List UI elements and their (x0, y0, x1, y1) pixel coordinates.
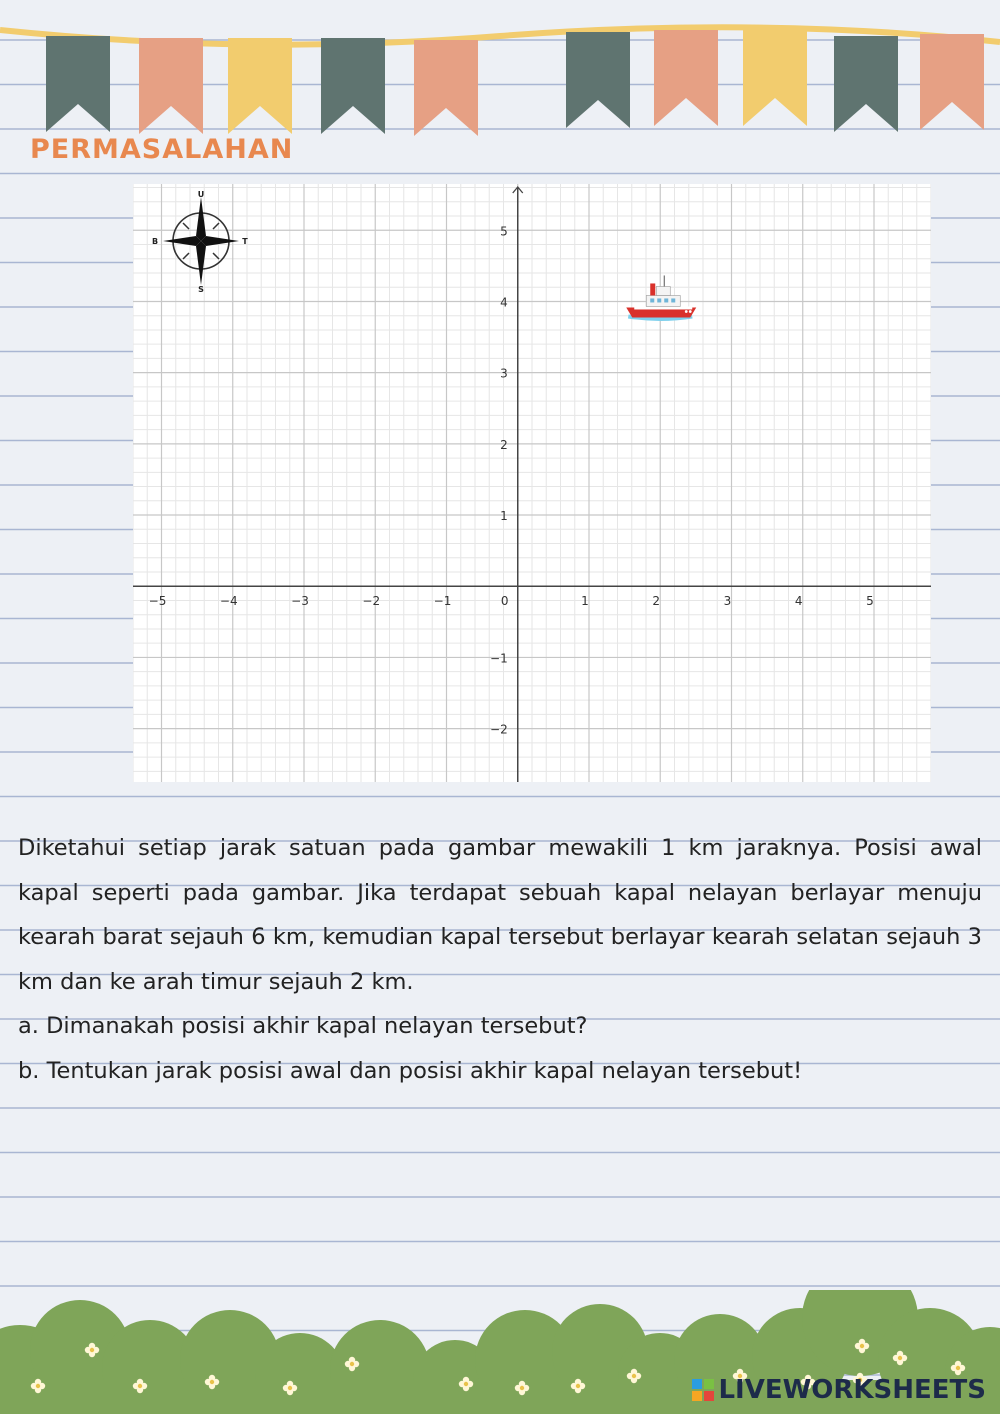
x-tick-label: −3 (291, 594, 309, 609)
x-tick-label: 4 (794, 594, 803, 609)
compass-west-label: B (151, 237, 159, 246)
bunting-flag (414, 40, 478, 136)
bunting-flag (321, 38, 385, 134)
compass-south-label: S (198, 285, 204, 294)
bunting-flag (139, 38, 203, 134)
bunting-flag (834, 36, 898, 132)
x-tick-label: −5 (148, 594, 167, 609)
compass-rose-icon (152, 190, 248, 294)
bunting-flag (743, 30, 807, 126)
question-b: b. Tentukan jarak posisi awal dan posisi akhir kapal nelayan tersebut! (18, 1057, 803, 1084)
minor-grid-lines (133, 184, 931, 782)
bunting-flags (46, 30, 984, 136)
y-tick-label: 4 (500, 295, 508, 310)
bunting-flag (654, 30, 718, 126)
y-tick-label: 3 (500, 366, 508, 381)
bunting-flag (46, 36, 110, 132)
bunting-decoration (0, 0, 1000, 140)
logo-mark-icon (692, 1379, 714, 1401)
coordinate-grid (133, 184, 931, 782)
y-tick-label: −1 (490, 651, 508, 666)
compass-north-label: U (197, 190, 205, 199)
x-tick-label: 0 (500, 594, 509, 609)
y-tick-label: −2 (490, 722, 508, 737)
question-a: a. Dimanakah posisi akhir kapal nelayan tersebut? (18, 1013, 588, 1039)
liveworksheets-logo[interactable] (692, 1374, 986, 1406)
logo-text: LIVEWORKSHEETS (718, 1375, 986, 1405)
x-tick-label: −1 (433, 594, 452, 609)
ship-icon (626, 275, 696, 319)
compass-east-label: T (242, 237, 248, 246)
x-tick-label: 2 (652, 594, 661, 609)
section-title: PERMASALAHAN (30, 134, 294, 165)
bunting-flag (566, 32, 630, 128)
bunting-flag (920, 34, 984, 130)
problem-paragraph: Diketahui setiap jarak satuan pada gambar mewakili 1 km jaraknya. Posisi awal kapal seperti pada gambar. Jika terdapat sebuah kapal nelayan berlayar menuju kearah barat sejauh 6 km, kemudian kapal tersebut berlayar kearah selatan sejauh 3 km dan ke arah timur sejauh 2 km. (18, 835, 982, 995)
x-tick-label: 5 (866, 594, 874, 609)
x-tick-label: 3 (723, 594, 732, 609)
bunting-flag (228, 38, 292, 134)
y-tick-label: 2 (500, 437, 508, 452)
x-tick-labels (149, 594, 874, 608)
x-tick-label: −4 (219, 594, 238, 609)
y-tick-label: 1 (500, 509, 508, 524)
x-tick-label: −2 (362, 594, 381, 609)
x-tick-label: 1 (581, 594, 589, 609)
y-tick-label: 5 (500, 224, 508, 239)
problem-text (18, 826, 982, 1093)
